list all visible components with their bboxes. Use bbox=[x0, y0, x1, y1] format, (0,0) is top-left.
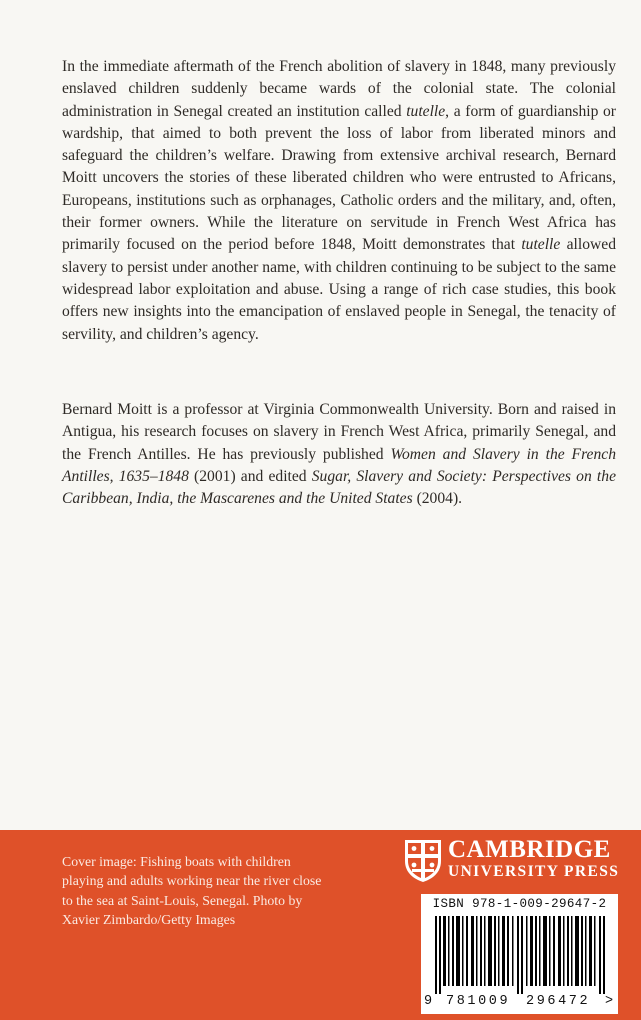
publisher-subtitle: UNIVERSITY PRESS bbox=[448, 863, 620, 880]
bio-text-3: (2004). bbox=[412, 490, 463, 508]
barcode-first-digit: 9 bbox=[424, 994, 433, 1009]
author-bio bbox=[62, 399, 616, 510]
publisher-name: CAMBRIDGE bbox=[448, 836, 611, 863]
barcode-digits bbox=[421, 994, 618, 1012]
barcode-quiet-zone-arrow: > bbox=[605, 994, 614, 1009]
isbn-label: ISBN 978-1-009-29647-2 bbox=[432, 897, 607, 911]
bio-text-1: Bernard Moitt is a professor at Virginia Commonwealth University. Born and raised in Antigua, his research focuses on slavery in French West Africa, primarily Senegal, and the French Antilles. He has previously published bbox=[62, 401, 616, 463]
publisher-band bbox=[0, 830, 641, 1020]
barcode-right-group: 296472 bbox=[526, 994, 591, 1009]
blurb-text-3: allowed slavery to persist under another name, with children continuing to be subject to the same widespread labor exploitation and abuse. Using a range of rich case studies, this book offers new insights into the emancipation of enslaved people in Senegal, the tenacity of servility, and children’s agency. bbox=[62, 236, 617, 343]
cover-image-credit: Cover image: Fishing boats with children playing and adults working near the river close to the sea at Saint-Louis, Senegal. Photo by Xavier Zimbardo/Getty Images bbox=[62, 854, 322, 927]
cambridge-logo bbox=[402, 836, 622, 888]
blurb-text-1: In the immediate aftermath of the French abolition of slavery in 1848, many previously enslaved children suddenly became wards of the colonial state. The colonial administration in Senegal created an institution called bbox=[62, 58, 616, 120]
bio-text-2: (2001) and edited bbox=[188, 467, 312, 485]
cambridge-shield-icon bbox=[404, 839, 442, 883]
barcode-left-group: 781009 bbox=[446, 994, 511, 1009]
blurb-text-2: , a form of guardianship or wardship, that aimed to both prevent the loss of labor from liberated minors and safeguard the children’s welfare. Drawing from extensive archival research, Bernard Moitt uncovers the stories of these liberated children who were entrusted to Africans, Europeans, institutions such as orphanages, Catholic orders and the military, and, often, their former owners. While the literature on servitude in French West Africa has primarily focused on the period before 1848, Moitt demonstrates that bbox=[62, 102, 616, 254]
barcode-bars bbox=[435, 916, 607, 994]
blurb-italic-tutelle: tutelle bbox=[406, 102, 446, 120]
isbn-barcode bbox=[421, 894, 618, 1014]
book-blurb bbox=[62, 56, 616, 346]
bio-book-2: Sugar, Slavery and Society: Perspectives on the Caribbean, India, the Mascarenes and the United States bbox=[62, 467, 616, 508]
blurb-italic-tutelle-2: tutelle bbox=[521, 236, 561, 254]
bio-book-1: Women and Slavery in the French Antilles, 1635–1848 bbox=[62, 445, 616, 485]
